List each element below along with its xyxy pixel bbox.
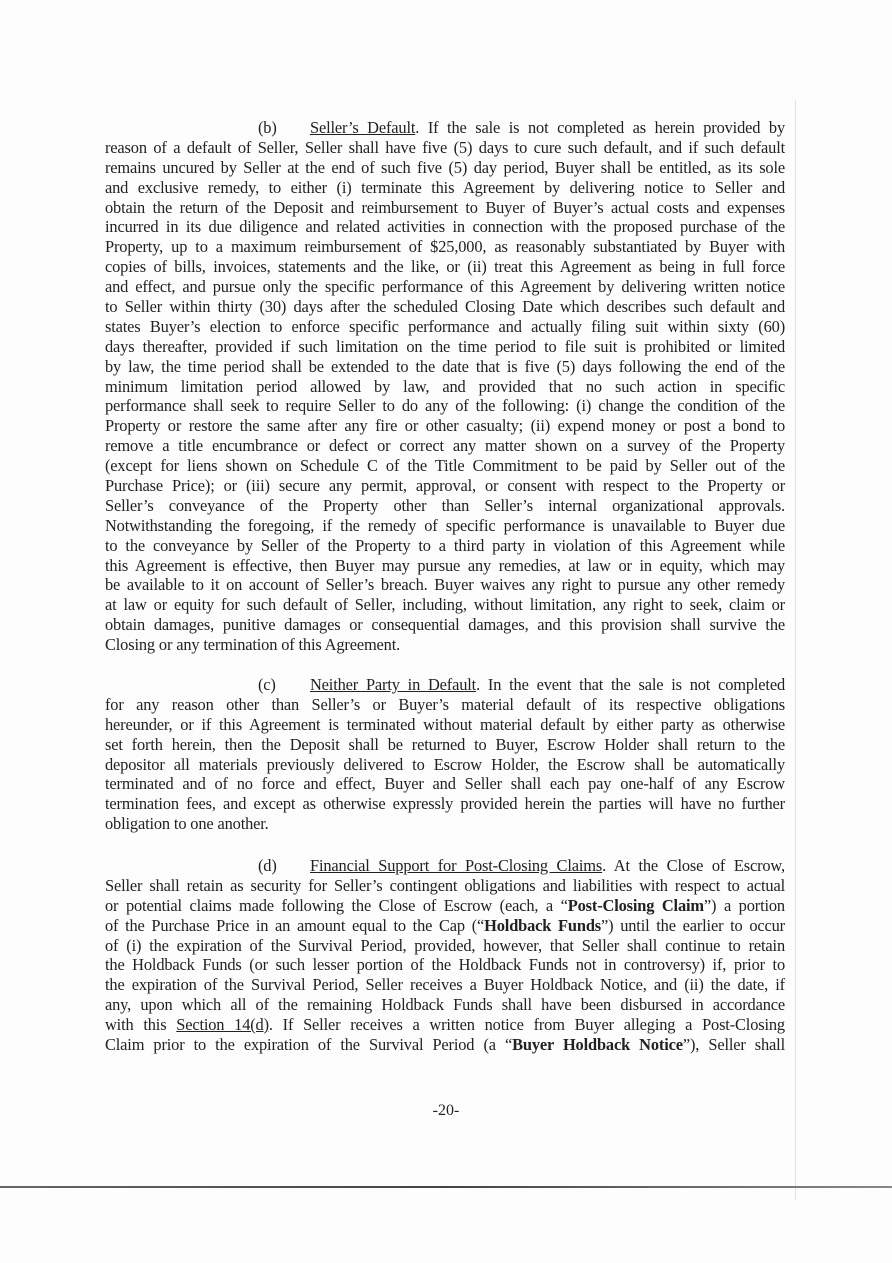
text-run: of the Purchase Price in an amount equal to the Cap (“ — [105, 915, 485, 935]
text-line — [105, 896, 785, 916]
text-line — [105, 516, 785, 536]
text-line — [105, 237, 785, 257]
underlined-heading: Seller’s Default — [310, 118, 416, 137]
text-line — [105, 635, 785, 655]
underlined-heading: Neither Party in Default — [310, 675, 477, 694]
text-line — [105, 755, 785, 775]
text-line — [105, 476, 785, 496]
text-run: ”) a portion — [703, 895, 785, 915]
text-line — [105, 995, 785, 1015]
text-run: for any reason other than Seller’s or Buyer’s material default of its respective obligations — [105, 694, 785, 714]
text-line — [105, 695, 785, 715]
section-marker: (d) — [258, 856, 277, 875]
text-line — [105, 936, 785, 956]
text-run: ”), Seller shall — [682, 1035, 785, 1055]
text-run: . If Seller receives a written notice from Buyer alleging a Post-Closing — [268, 1015, 785, 1035]
text-run: depositor all materials previously delivered to Escrow Holder, the Escrow shall be automatically — [105, 754, 785, 774]
text-run: the Holdback Funds (or such lesser portion of the Holdback Funds not in controversy) if, prior to — [105, 955, 785, 975]
text-line — [105, 297, 785, 317]
text-run: terminated and of no force and effect, Buyer and Seller shall each pay one-half of any Escrow — [105, 774, 785, 794]
text-run: copies of bills, invoices, statements and the like, or (ii) treat this Agreement as being in full force — [105, 257, 785, 277]
text-run: and exclusive remedy, to either (i) terminate this Agreement by delivering notice to Seller and — [105, 177, 785, 197]
text-line — [105, 396, 785, 416]
text-run: Property, up to a maximum reimbursement of $25,000, as reasonably substantiated by Buyer with — [105, 237, 785, 257]
text-line — [105, 876, 785, 896]
text-run: . At the Close of Escrow, — [602, 856, 786, 875]
text-run: or potential claims made following the Close of Escrow (each, a “ — [105, 895, 568, 915]
text-line — [105, 575, 785, 595]
text-line — [105, 496, 785, 516]
text-run: (except for liens shown on Schedule C of the Title Commitment to be paid by Seller out of the — [105, 456, 785, 476]
text-line — [105, 955, 785, 975]
text-run: to the conveyance by Seller of the Property to a third party in violation of this Agreement while — [105, 535, 785, 555]
text-line — [105, 556, 785, 576]
text-run: at law or equity for such default of Seller, including, without limitation, any right to seek, claim or — [105, 595, 785, 615]
text-line — [105, 277, 785, 297]
section-marker: (b) — [258, 118, 277, 137]
section-c-neither-party-in-default — [105, 675, 785, 834]
text-line — [105, 774, 785, 794]
text-run: days thereafter, provided if such limitation on the time period to file suit is prohibited or limited — [105, 336, 785, 356]
text-run: termination fees, and except as otherwise expressly provided herein the parties will have no further — [105, 794, 785, 814]
text-run: states Buyer’s election to enforce specific performance and actually filing suit within sixty (60) — [105, 316, 785, 336]
text-run: obtain damages, punitive damages or consequential damages, and this provision shall survive the — [105, 615, 785, 635]
text-line — [105, 715, 785, 735]
text-line — [105, 794, 785, 814]
text-line — [105, 735, 785, 755]
text-line — [105, 377, 785, 397]
defined-term: Holdback Funds — [484, 915, 602, 935]
text-run: by law, the time period shall be extended to the date that is five (5) days following the end of the — [105, 356, 785, 376]
text-run: ”) until the earlier to occur — [601, 915, 785, 935]
text-line — [105, 916, 785, 936]
text-run: any, upon which all of the remaining Holdback Funds shall have been disbursed in accordance — [105, 995, 785, 1015]
text-line — [105, 178, 785, 198]
text-run: hereunder, or if this Agreement is terminated without material default by either party as otherwise — [105, 714, 785, 734]
page-number: -20- — [432, 1102, 460, 1119]
text-line — [105, 595, 785, 615]
text-run: reason of a default of Seller, Seller shall have five (5) days to cure such default, and if such default — [105, 137, 785, 157]
text-run: this Agreement is effective, then Buyer may pursue any remedies, at law or in equity, which may — [105, 555, 785, 575]
section-b-sellers-default — [105, 118, 785, 655]
text-run: incurred in its due diligence and related activities in connection with the proposed purchase of the — [105, 217, 785, 237]
scan-edge — [795, 100, 796, 1200]
text-line — [105, 1015, 785, 1035]
text-line — [105, 1035, 785, 1055]
text-run: . If the sale is not completed as herein provided by — [415, 118, 785, 137]
text-run: Closing or any termination of this Agreement. — [105, 635, 401, 655]
text-run: minimum limitation period allowed by law, and provided that no such action in specific — [105, 376, 785, 396]
text-run: . In the event that the sale is not completed — [476, 675, 785, 694]
text-line — [105, 416, 785, 436]
text-line — [105, 337, 785, 357]
text-run: the expiration of the Survival Period, Seller receives a Buyer Holdback Notice, and (ii) the date, if — [105, 975, 785, 995]
text-line — [105, 536, 785, 556]
text-run: obligation to one another. — [105, 814, 269, 834]
text-run: be available to it on account of Seller’s breach. Buyer waives any right to pursue any other remedy — [105, 575, 785, 595]
text-line — [105, 615, 785, 635]
text-line — [105, 856, 785, 876]
text-line — [105, 317, 785, 337]
underlined-heading: Section 14(d) — [176, 1015, 269, 1035]
text-run: remove a title encumbrance or defect or correct any matter shown on a survey of the Property — [105, 436, 785, 456]
defined-term: Buyer Holdback Notice — [512, 1035, 683, 1055]
underlined-heading: Financial Support for Post-Closing Claims — [310, 856, 603, 875]
text-line — [105, 138, 785, 158]
defined-term: Post-Closing Claim — [567, 895, 704, 915]
text-run: and effect, and pursue only the specific performance of this Agreement by delivering written notice — [105, 277, 785, 297]
text-line — [105, 158, 785, 178]
text-line — [105, 675, 785, 695]
text-run: to Seller within thirty (30) days after the scheduled Closing Date which describes such default and — [105, 297, 785, 317]
text-run: Seller shall retain as security for Seller’s contingent obligations and liabilities with respect to actual — [105, 875, 785, 895]
text-run: set forth herein, then the Deposit shall be returned to Buyer, Escrow Holder shall return to the — [105, 734, 785, 754]
text-run: of (i) the expiration of the Survival Period, provided, however, that Seller shall continue to retain — [105, 935, 785, 955]
text-line — [105, 217, 785, 237]
text-line — [105, 975, 785, 995]
text-line — [105, 118, 785, 138]
text-line — [105, 198, 785, 218]
text-run: Notwithstanding the foregoing, if the remedy of specific performance is unavailable to Buyer due — [105, 515, 785, 535]
text-run: with this — [105, 1015, 177, 1035]
section-marker: (c) — [258, 675, 276, 694]
text-run: performance shall seek to require Seller to do any of the following: (i) change the condition of the — [105, 396, 785, 416]
text-run: Seller’s conveyance of the Property other than Seller’s internal organizational approvals. — [105, 495, 785, 515]
text-run: Property or restore the same after any fire or other casualty; (ii) expend money or post a bond to — [105, 416, 785, 436]
text-run: Purchase Price); or (iii) secure any permit, approval, or consent with respect to the Property or — [105, 476, 785, 496]
text-run: obtain the return of the Deposit and reimbursement to Buyer of Buyer’s actual costs and expenses — [105, 197, 785, 217]
text-line — [105, 357, 785, 377]
text-run: Claim prior to the expiration of the Survival Period (a “ — [105, 1035, 513, 1055]
text-line — [105, 814, 785, 834]
page-bottom-rule — [0, 1186, 892, 1188]
text-run: remains uncured by Seller at the end of such five (5) day period, Buyer shall be entitled, as its sole — [105, 157, 785, 177]
section-d-financial-support — [105, 856, 785, 1055]
text-line — [105, 257, 785, 277]
text-line — [105, 436, 785, 456]
text-line — [105, 456, 785, 476]
